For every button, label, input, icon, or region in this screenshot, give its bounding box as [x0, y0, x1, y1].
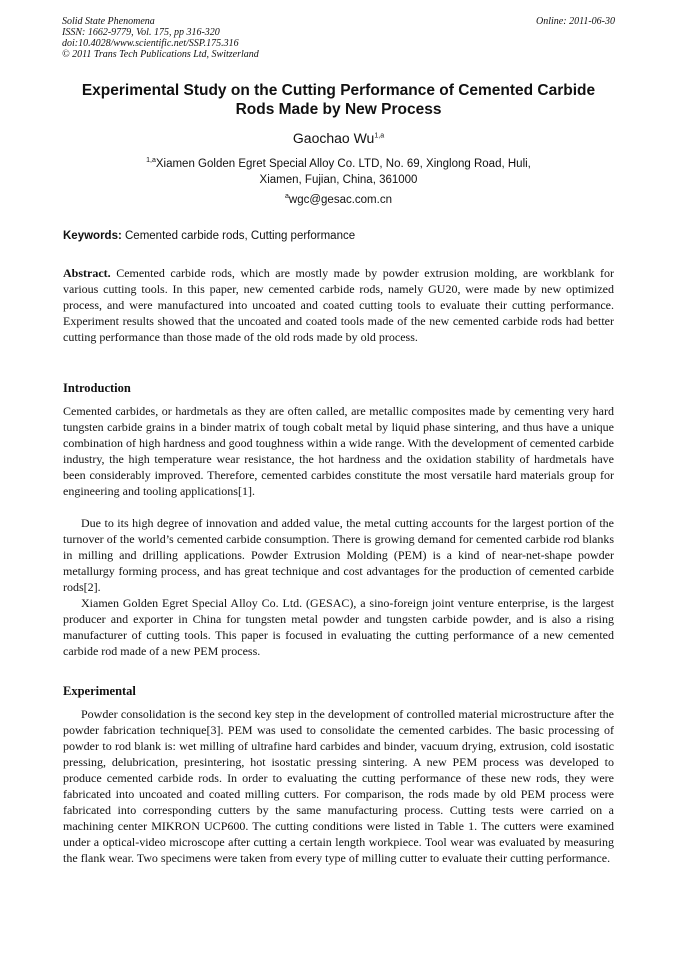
introduction-paragraph-3: Xiamen Golden Egret Special Alloy Co. Ltd. (GESAC), a sino-foreign joint venture enterprise, is the largest producer and exporter in China for tungsten metal powder and tungsten carbide powder, and is also a rising manufacturer of cutting tools. This paper is focused in evaluating the cutting performance of a new cemented carbide rod made of a new PEM process.: [63, 596, 614, 658]
introduction-paragraph-1: Cemented carbides, or hardmetals as they are often called, are metallic composites made by cementing very hard tungsten carbide grains in a binder matrix of tough cobalt metal by liquid phase sintering, and thus have a unique combination of high hardness and good toughness within a wide range. With the development of cemented carbide industry, the high temperature wear resistance, the hot hardness and the oxidation stability of hardmetals have been considerably improved. Therefore, cemented carbides constitute the most versatile hard materials group for engineering and tooling applications[1].: [63, 404, 614, 498]
paper-title: [62, 81, 615, 119]
keywords-text: Cemented carbide rods, Cutting performance: [121, 230, 356, 242]
introduction-heading: Introduction: [63, 381, 131, 395]
introduction-paragraph-2: Due to its high degree of innovation and added value, the metal cutting accounts for the largest portion of the turnover of the world’s cemented carbide consumption. There is growing demand for cemented carbide rod blanks in milling and drilling applications. Powder Extrusion Molding (PEM) is a kind of near-net-shape powder metallurgy forming process, and has great technique and cost advantages for the production of cemented carbide rods[2].: [63, 516, 614, 594]
author: [62, 130, 615, 147]
journal-name: Solid State Phenomena: [62, 16, 155, 27]
author-sup: 1,a: [374, 132, 385, 140]
affiliation: [62, 156, 615, 188]
doi-line: doi:10.4028/www.scientific.net/SSP.175.316: [62, 38, 239, 49]
keywords-label: Keywords:: [63, 230, 122, 242]
experimental-paragraph-1: Powder consolidation is the second key step in the development of controlled material microstructure after the powder fabrication technique[3]. PEM was used to consolidate the cemented carbides. The basic processing of powder to rod blank is: wet milling of ultrafine hard carbides and binder, vacuum drying, extrusion, cold isostatic pressing, delubrication, presintering, hot isostatic pressing sintering. A new PEM process was developed to produce cemented carbide rods. In order to evaluating the cutting performance of these new rods, they were fabricated into uncoated and coated milling cutters. For comparison, the rods made by old PEM process were fabricated into corresponding cutters by the same manufacturing process. Cutting tests were carried on a machining center MIKRON UCP600. The cutting conditions were listed in Table 1. The cutters were examined under a optical-video microscope after cutting a certain length workpiece. Tool wear was evaluated by measuring the flank wear. Two specimens were taken from every type of milling cutter to evaluate their cutting performance.: [63, 707, 614, 865]
author-email: [62, 193, 615, 207]
online-date: Online: 2011-06-30: [536, 16, 615, 27]
experimental-heading: Experimental: [63, 684, 136, 698]
title-line-2: Rods Made by New Process: [235, 101, 442, 118]
title-line-1: Experimental Study on the Cutting Performance of Cemented Carbide: [81, 82, 596, 99]
abstract: [63, 265, 614, 345]
affiliation-line-2: Xiamen, Fujian, China, 361000: [259, 174, 418, 186]
keywords: [63, 229, 616, 243]
email-address: wgc@gesac.com.cn: [288, 194, 392, 206]
copyright-line: © 2011 Trans Tech Publications Ltd, Switzerland: [62, 49, 259, 60]
email-sup: a: [285, 193, 289, 201]
abstract-text: Cemented carbide rods, which are mostly made by powder extrusion molding, are workblank for various cutting tools. In this paper, new cemented carbide rods, namely GU20, were made by new optimized process, and were manufactured into uncoated and coated cutting tools to evaluate their cutting performance. Experiment results showed that the uncoated and coated tools made of the new cemented carbide rods had better cutting performance than those made of the old rods made by old process.: [63, 266, 614, 344]
journal-header: [62, 16, 615, 60]
abstract-label: Abstract.: [63, 266, 111, 280]
affiliation-sup: 1,a: [146, 157, 156, 165]
issn-line: ISSN: 1662-9779, Vol. 175, pp 316-320: [62, 27, 220, 38]
affiliation-line-1: Xiamen Golden Egret Special Alloy Co. LTD, No. 69, Xinglong Road, Huli,: [155, 158, 531, 170]
author-name: Gaochao Wu: [292, 130, 375, 146]
